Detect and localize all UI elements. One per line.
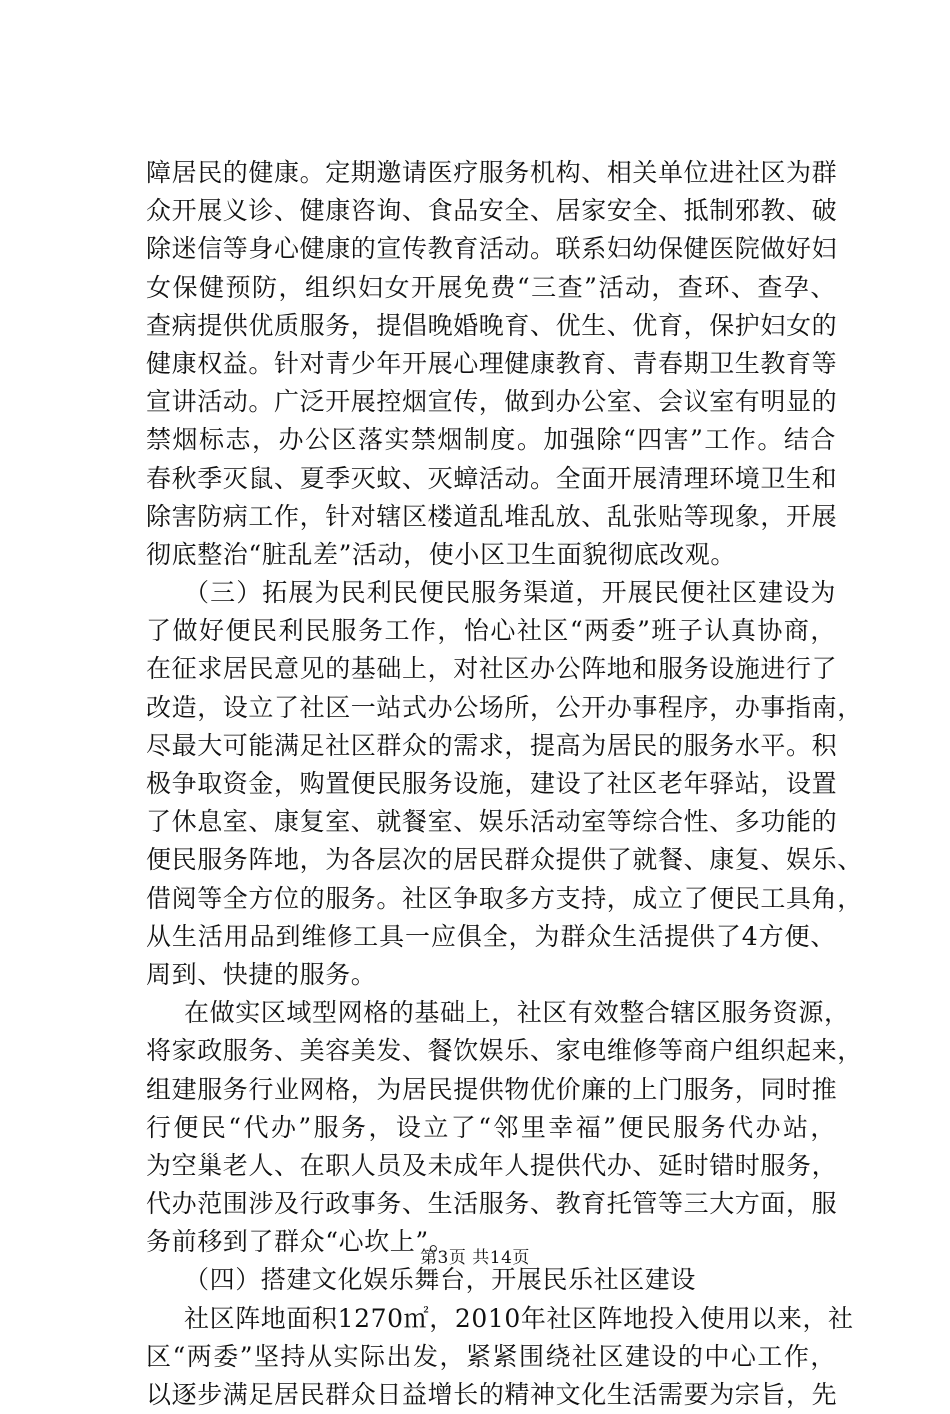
section-heading-4: （四）搭建文化娱乐舞台，开展民乐社区建设	[184, 1265, 697, 1295]
text-line: 尽最大可能满足社区群众的需求，提高为居民的服务水平。积	[146, 730, 838, 760]
text-line: 从生活用品到维修工具一应俱全，为群众生活提供了4方便、	[146, 921, 836, 951]
text-line: 了休息室、康复室、就餐室、娱乐活动室等综合性、多功能的	[146, 807, 838, 837]
text-line: 行便民“代办”服务，设立了“邻里幸福”便民服务代办站，	[146, 1112, 836, 1142]
text-line: 区“两委”坚持从实际出发，紧紧围绕社区建设的中心工作，	[146, 1341, 836, 1371]
text-line: 除迷信等身心健康的宣传教育活动。联系妇幼保健医院做好妇	[146, 234, 838, 264]
text-line: 除害防病工作，针对辖区楼道乱堆乱放、乱张贴等现象，开展	[146, 501, 838, 531]
text-line: 健康权益。针对青少年开展心理健康教育、青春期卫生教育等	[146, 348, 838, 378]
text-line: 众开展义诊、健康咨询、食品安全、居家安全、抵制邪教、破	[146, 196, 838, 226]
text-line: 改造，设立了社区一站式办公场所，公开办事程序，办事指南，	[146, 692, 863, 722]
text-line: 以逐步满足居民群众日益增长的精神文化生活需要为宗旨，先	[146, 1380, 838, 1409]
text-line: 为空巢老人、在职人员及未成年人提供代办、延时错时服务，	[146, 1150, 838, 1180]
paragraph-start: 在做实区域型网格的基础上，社区有效整合辖区服务资源，	[184, 998, 850, 1028]
section-heading-3: （三）拓展为民利民便民服务渠道，开展民便社区建设为	[184, 578, 836, 608]
text-line: 代办范围涉及行政事务、生活服务、教育托管等三大方面，服	[146, 1189, 838, 1219]
text-line: 在征求居民意见的基础上，对社区办公阵地和服务设施进行了	[146, 654, 838, 684]
text-line: 禁烟标志，办公区落实禁烟制度。加强除“四害”工作。结合	[146, 425, 836, 455]
page-footer: 第3页 共14页	[420, 1248, 530, 1268]
text-line: 彻底整治“脏乱差”活动，使小区卫生面貌彻底改观。	[146, 539, 736, 569]
text-line: 宣讲活动。广泛开展控烟宣传，做到办公室、会议室有明显的	[146, 387, 838, 417]
text-line: 周到、快捷的服务。	[146, 959, 377, 989]
text-line: 女保健预防，组织妇女开展免费“三查”活动，查环、查孕、	[146, 272, 836, 302]
text-line: 借阅等全方位的服务。社区争取多方支持，成立了便民工具角，	[146, 883, 863, 913]
text-line: 极争取资金，购置便民服务设施，建设了社区老年驿站，设置	[146, 769, 838, 798]
text-line: 查病提供优质服务，提倡晚婚晚育、优生、优育，保护妇女的	[146, 310, 838, 340]
document-body	[146, 154, 863, 1414]
text-line: 将家政服务、美容美发、餐饮娱乐、家电维修等商户组织起来，	[146, 1036, 863, 1066]
paragraph-start: 社区阵地面积1270㎡，2010年社区阵地投入使用以来，社	[184, 1303, 854, 1333]
text-line: 组建服务行业网格，为居民提供物优价廉的上门服务，同时推	[146, 1074, 838, 1104]
text-line: 了做好便民利民服务工作，怡心社区“两委”班子认真协商，	[146, 616, 836, 646]
text-line: 务前移到了群众“心坎上”。	[146, 1227, 455, 1257]
text-line: 障居民的健康。定期邀请医疗服务机构、相关单位进社区为群	[146, 158, 838, 187]
text-line: 春秋季灭鼠、夏季灭蚊、灭蟑活动。全面开展清理环境卫生和	[146, 463, 838, 493]
text-line: 便民服务阵地，为各层次的居民群众提供了就餐、康复、娱乐、	[146, 845, 863, 875]
